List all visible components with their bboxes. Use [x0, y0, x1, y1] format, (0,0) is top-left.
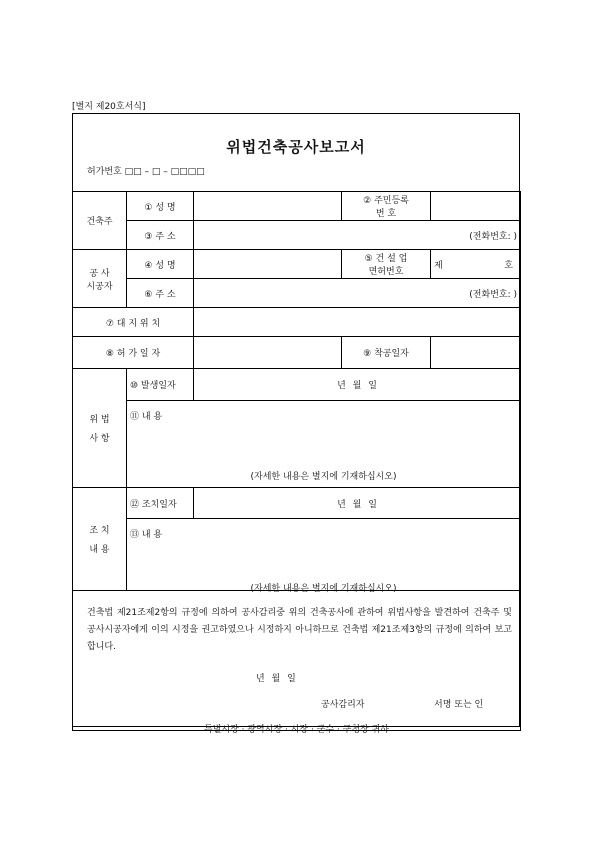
site-location-input[interactable]	[194, 308, 521, 337]
action-date-input[interactable]	[194, 488, 521, 519]
owner-address-label: ③ 주 소	[127, 221, 194, 250]
owner-name-label: ① 성 명	[127, 192, 194, 221]
violation-date-value: 년 월 일	[337, 381, 377, 391]
contractor-address-label: ⑥ 주 소	[127, 279, 194, 308]
owner-id-input[interactable]	[431, 192, 521, 221]
contractor-group-label: 공 사 시공자	[73, 250, 127, 308]
permit-number-field[interactable]: 허가번호 □□ – □ – □□□□	[87, 167, 205, 177]
contractor-name-label: ④ 성 명	[127, 250, 194, 279]
action-group-label: 조 치 내 용	[73, 488, 127, 591]
owner-phone-label: (전화번호: )	[469, 231, 517, 242]
contractor-phone-label: (전화번호: )	[469, 289, 517, 300]
violation-date-label: ⑩ 발생일자	[127, 369, 194, 401]
action-date-value: 년 월 일	[337, 499, 377, 510]
report-statement	[73, 591, 521, 735]
action-content-note: (자세한 내용은 별지에 기재하십시오)	[250, 584, 397, 594]
form-title: 위법건축공사보고서	[226, 138, 366, 156]
license-suffix: 호	[504, 260, 513, 271]
form-number-tag: [별지 제20호서식]	[72, 102, 146, 112]
violation-date-input[interactable]	[194, 369, 521, 401]
supervisor-label: 공사감리자	[321, 700, 365, 710]
report-table	[72, 191, 521, 735]
action-content-input[interactable]	[127, 519, 521, 594]
signature-field[interactable]: 서명 또는 인	[434, 700, 484, 710]
addressee-line: 특별시장 · 광역시장 · 시장 · 군수 · 구청장 귀하	[204, 725, 389, 735]
start-date-label: ⑨ 착공일자	[342, 337, 431, 369]
owner-group-label: 건축주	[73, 192, 127, 250]
site-location-label: ⑦ 대 지 위 치	[73, 308, 194, 337]
permit-date-input[interactable]	[194, 337, 342, 369]
statement-paragraph: 건축법 제21조제2항의 규정에 의하여 공사감리중 위의 건축공사에 관하여 위법사항을 발견하여 건축주 및 공사시공자에게 이의 시정을 권고하였으나 시정하지 아니하므로 건축법 제21조제3항의 규정에 의하여 보고합니다.	[87, 608, 512, 652]
contractor-address-input[interactable]	[194, 279, 521, 308]
permit-date-label: ⑧ 허 가 일 자	[73, 337, 194, 369]
report-form	[72, 113, 520, 735]
violation-group-label: 위 법 사 항	[73, 369, 127, 488]
violation-content-note: (자세한 내용은 별지에 기재하십시오)	[250, 472, 397, 482]
contractor-license-label: ⑤ 건 설 업 면허번호	[342, 250, 431, 279]
owner-name-input[interactable]	[194, 192, 342, 221]
report-date[interactable]: 년 월 일	[256, 674, 296, 684]
violation-content-label: ⑪ 내 용	[130, 412, 163, 422]
owner-address-input[interactable]	[194, 221, 521, 250]
action-date-label: ⑫ 조치일자	[127, 488, 194, 519]
start-date-input[interactable]	[431, 337, 521, 369]
license-prefix: 제	[434, 260, 443, 271]
contractor-license-input[interactable]	[431, 250, 521, 279]
owner-id-label: ② 주민등록 번 호	[342, 192, 431, 221]
violation-content-input[interactable]	[127, 401, 521, 488]
action-content-label: ⑬ 내 용	[130, 530, 163, 540]
contractor-name-input[interactable]	[194, 250, 342, 279]
